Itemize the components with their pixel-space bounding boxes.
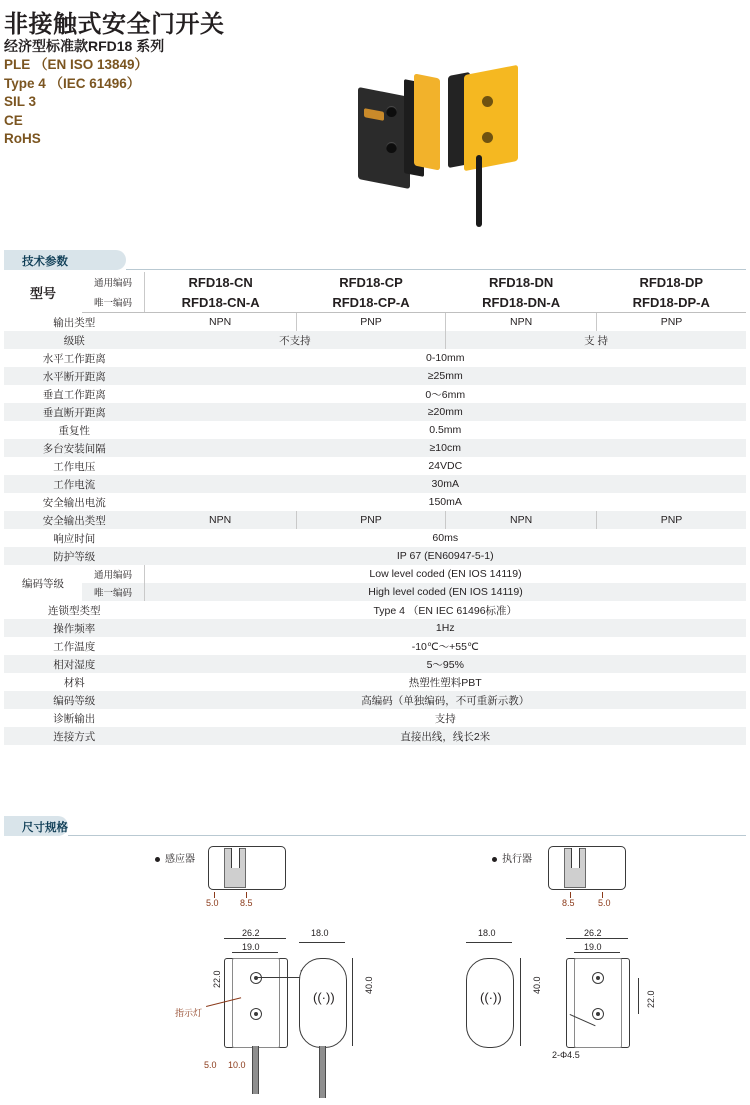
sensor-slot-view (208, 846, 286, 890)
sensor-width-inner: 19.0 (242, 942, 260, 952)
table-row (4, 439, 746, 457)
table-row (4, 313, 746, 332)
row-label: 工作电压 (53, 460, 96, 473)
actuator-height-line (520, 958, 521, 1046)
actuator-face (464, 65, 518, 171)
actuator-width-outer-line (566, 938, 628, 939)
table-row (4, 565, 746, 583)
model-3-common: RFD18-DP (639, 274, 704, 290)
dimensions-section-label: 尺寸规格 (22, 822, 68, 834)
sensor-column-title: 感应器 (155, 850, 195, 865)
row-value: IP 67 (EN60947-5-1) (145, 547, 747, 565)
sensor-side-height: 40.0 (364, 976, 374, 994)
sensor-height-line (352, 958, 353, 1046)
model-0-common: RFD18-CN (188, 274, 253, 290)
product-photo (330, 70, 550, 230)
row-label: 水平工作距离 (42, 352, 106, 365)
row-label: 水平断开距离 (4, 367, 145, 385)
row-value: 直接出线，线长2米 (145, 727, 747, 745)
row-value: 0-10mm (425, 352, 465, 364)
table-row (4, 655, 746, 673)
row-label: 级联 (4, 331, 145, 349)
table-row (4, 727, 746, 745)
certification-list (4, 56, 148, 149)
row-label: 操作频率 (4, 619, 145, 637)
row-value: 高编码（单独编码，不可重新示教） (145, 691, 747, 709)
actuator-pitch-line (638, 978, 639, 1014)
row-value: PNP (296, 313, 445, 332)
row-value: High level coded (EN IOS 14119) (145, 583, 747, 601)
certification-item-4: RoHS (4, 131, 41, 146)
table-row (4, 511, 746, 529)
actuator-width-inner-line (574, 952, 620, 953)
row-value: PNP (296, 511, 445, 529)
sensor-slot-gap (231, 848, 240, 868)
actuator-side-height: 40.0 (532, 976, 542, 994)
actuator-side-width-line (466, 942, 512, 943)
actuator-mount-hole-2 (482, 132, 493, 143)
row-value: NPN (145, 511, 297, 529)
spec-table (4, 272, 746, 745)
dimensions-section-header (4, 816, 68, 836)
sensor-side-width-line (299, 942, 345, 943)
table-row (4, 619, 746, 637)
table-row (4, 403, 746, 421)
sensor-hole-bottom (250, 1008, 262, 1020)
row-label: 垂直工作距离 (42, 388, 106, 401)
row-label: 相对湿度 (4, 655, 145, 673)
row-label: 垂直断开距离 (4, 403, 145, 421)
sensor-side-cable (319, 1046, 326, 1098)
actuator-width-inner: 19.0 (584, 942, 602, 952)
page-header (0, 0, 750, 230)
table-row (4, 421, 746, 439)
row-label: 安全输出电流 (42, 496, 106, 509)
sensor-side-width: 18.0 (311, 928, 329, 938)
row-value: Low level coded (EN IOS 14119) (369, 568, 522, 580)
actuator-slot-view (548, 846, 626, 890)
table-row (4, 475, 746, 493)
actuator-hole-top (592, 972, 604, 984)
row-label: 输出类型 (53, 316, 96, 329)
spec-section-label: 技术参数 (22, 256, 68, 268)
table-row-model-unique (4, 292, 746, 313)
actuator-hole-bottom (592, 1008, 604, 1020)
row-value: PNP (597, 313, 746, 332)
row-label: 安全输出类型 (4, 511, 145, 529)
certification-item-1: Type 4 （IEC 61496） (4, 75, 141, 91)
bullet-icon (492, 857, 497, 862)
row-value: Type 4 （EN IEC 61496标准） (373, 604, 518, 617)
actuator-slot-gap (571, 848, 580, 868)
sensor-width-outer: 26.2 (242, 928, 260, 938)
table-row (4, 529, 746, 547)
row-value: 1Hz (145, 619, 747, 637)
row-value: NPN (446, 511, 597, 529)
table-row (4, 637, 746, 655)
row-value: ≥10cm (145, 439, 747, 457)
row-label: 材料 (63, 676, 85, 689)
spec-section-rule (126, 269, 746, 270)
sensor-slot-dim-left: 5.0 (206, 898, 219, 908)
actuator-slot-dim-right: 5.0 (598, 898, 611, 908)
dimensions-section-rule (68, 835, 746, 836)
row-value: ≥25mm (145, 367, 747, 385)
row-sublabel: 唯一编码 (82, 583, 145, 601)
sensor-mount-hole-2 (386, 142, 397, 153)
row-value: 0.5mm (429, 424, 462, 436)
row-value: 热塑性塑料PBT (408, 676, 482, 689)
certification-item-2: SIL 3 (4, 94, 37, 109)
row-sublabel: 通用编码 (82, 565, 145, 583)
row-label: 工作温度 (53, 640, 96, 653)
sensor-mount-hole-1 (386, 106, 397, 117)
table-row (4, 457, 746, 475)
row-label: 工作电流 (4, 475, 145, 493)
sensor-cable (252, 1046, 259, 1094)
page-title: 非接触式安全门开关 (4, 11, 225, 38)
sensor-bottom-right-dim: 10.0 (228, 1060, 246, 1070)
sensor-bottom-left-dim: 5.0 (204, 1060, 217, 1070)
table-row (4, 385, 746, 403)
row-value: PNP (597, 511, 746, 529)
sensor-face (414, 73, 440, 170)
table-row (4, 709, 746, 727)
row-label: 响应时间 (53, 532, 96, 545)
rf-wave-icon: ((·)) (480, 990, 502, 1005)
row-label: 多台安装间隔 (4, 439, 145, 457)
table-row (4, 691, 746, 709)
sensor-hole-top (250, 972, 262, 984)
row-value: 0〜6mm (425, 388, 466, 401)
actuator-mount-hole-1 (482, 96, 493, 107)
actuator-column-title: 执行器 (492, 850, 532, 865)
certification-item-3: CE (4, 112, 23, 128)
sensor-width-inner-line (232, 952, 278, 953)
page-subtitle: 经济型标准款RFD18 系列 (4, 38, 165, 54)
sensor-housing (358, 87, 410, 189)
table-row (4, 493, 746, 511)
model-0-unique: RFD18-CN-A (145, 292, 297, 313)
table-row (4, 673, 746, 691)
model-1-unique: RFD18-CP-A (296, 292, 445, 313)
table-row (4, 601, 746, 619)
actuator-side-width: 18.0 (478, 928, 496, 938)
model-label: 型号 (29, 285, 56, 301)
row-value: 150mA (428, 496, 462, 508)
table-row (4, 547, 746, 565)
row-label: 连接方式 (4, 727, 145, 745)
row-value: 24VDC (428, 460, 463, 472)
sensor-width-outer-line (224, 938, 286, 939)
row-value: NPN (446, 313, 597, 332)
row-value: 5〜95% (145, 655, 747, 673)
actuator-slot-dim-left: 8.5 (562, 898, 575, 908)
sensor-slot-dim-right: 8.5 (240, 898, 253, 908)
row-value: NPN (209, 316, 232, 328)
row-label: 编码等级 (4, 691, 145, 709)
row-value: 支 持 (446, 331, 746, 349)
actuator-hole-note: 2-Φ4.5 (552, 1050, 580, 1060)
model-3-unique: RFD18-DP-A (597, 292, 746, 313)
row-value: 不支持 (145, 331, 446, 349)
row-label: 诊断输出 (53, 712, 96, 725)
table-row (4, 349, 746, 367)
model-2-common: RFD18-DN (488, 274, 554, 290)
row-label: 重复性 (58, 424, 90, 437)
table-row (4, 367, 746, 385)
row-value: 30mA (145, 475, 747, 493)
cable (476, 155, 482, 227)
actuator-hole-pitch: 22.0 (646, 990, 656, 1008)
spec-section-header (4, 250, 126, 270)
sensor-hole-pitch: 22.0 (212, 970, 222, 988)
row-value: -10℃〜+55℃ (411, 640, 479, 653)
row-label: 连锁型类型 (48, 604, 101, 617)
bullet-icon (155, 857, 160, 862)
model-2-unique: RFD18-DN-A (446, 292, 597, 313)
table-row (4, 583, 746, 601)
dimension-drawings (0, 838, 750, 1105)
row-value: 60ms (432, 532, 459, 544)
model-1-common: RFD18-CP (339, 274, 403, 290)
actuator-width-outer: 26.2 (584, 928, 602, 938)
row-label: 编码等级 (22, 577, 64, 590)
certification-item-0: PLE （EN ISO 13849） (4, 57, 149, 72)
code-label-common: 通用编码 (82, 272, 145, 292)
table-row (4, 331, 746, 349)
code-label-unique: 唯一编码 (82, 292, 145, 313)
row-value: 支持 (434, 712, 456, 725)
rf-wave-icon: ((·)) (313, 990, 335, 1005)
table-row-model-common (4, 272, 746, 292)
row-label: 防护等级 (4, 547, 145, 565)
row-value: ≥20mm (145, 403, 747, 421)
sensor-led-label: 指示灯 (175, 1008, 203, 1018)
